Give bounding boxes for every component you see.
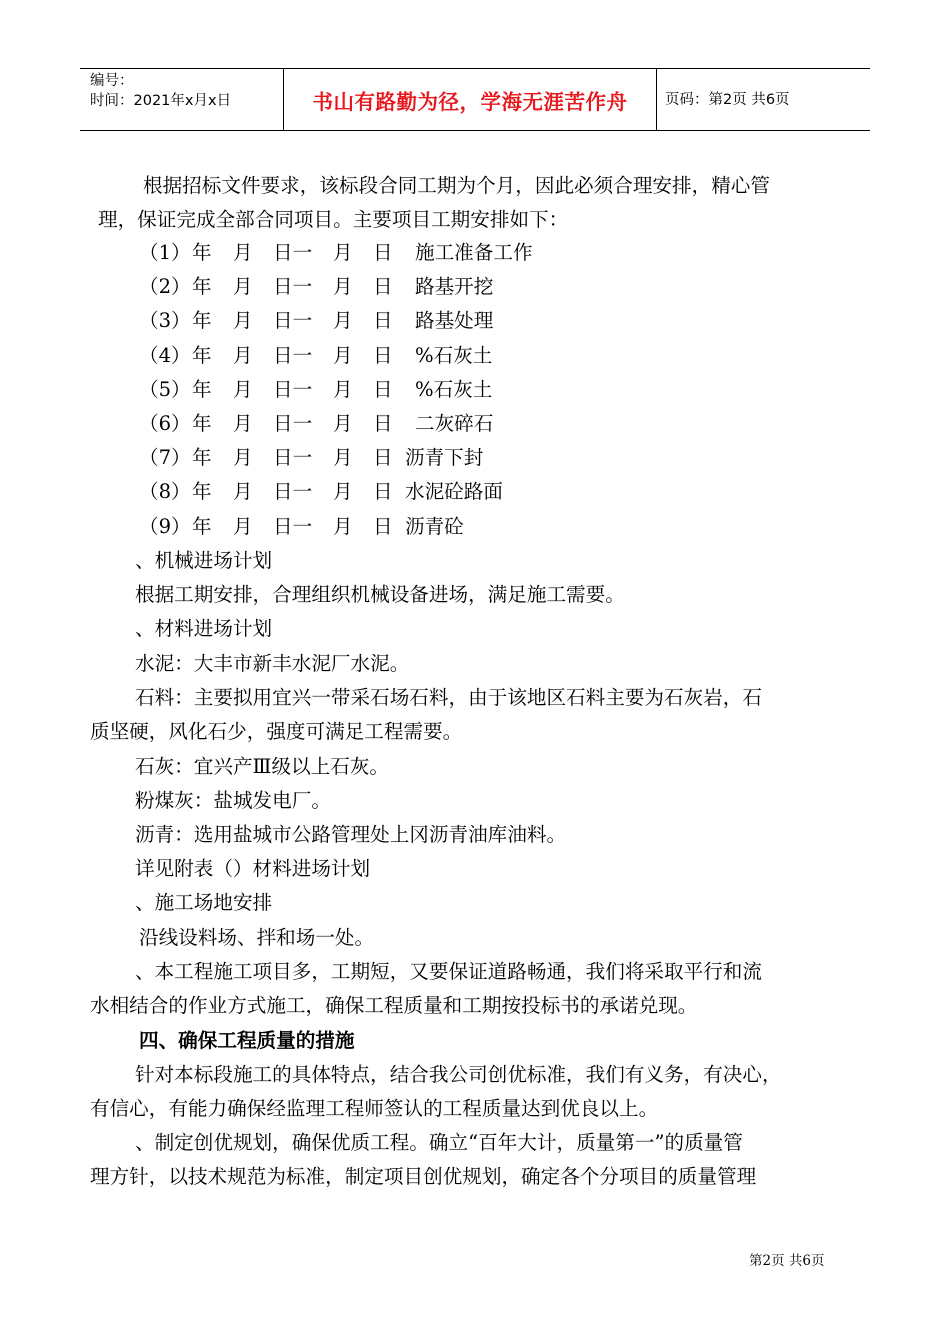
schedule-task: 沥青下封 bbox=[405, 446, 484, 470]
schedule-start-month: 月 bbox=[233, 309, 253, 333]
schedule-start-month: 月 bbox=[233, 343, 253, 367]
schedule-end-day: 日 bbox=[373, 275, 393, 299]
schedule-end-day: 日 bbox=[373, 412, 393, 435]
schedule-end-day: 日 bbox=[373, 514, 393, 538]
page-footer: 第2页 共6页 bbox=[749, 1253, 825, 1269]
schedule-year: 年 bbox=[192, 241, 212, 264]
schedule-end-month: 月 bbox=[333, 446, 353, 470]
schedule-end-month: 月 bbox=[333, 412, 353, 435]
schedule-year: 年 bbox=[192, 377, 212, 401]
paragraph-line: 详见附表（）材料进场计划 bbox=[135, 857, 371, 880]
paragraph-line: 有信心，有能力确保经监理工程师签认的工程质量达到优良以上。 bbox=[90, 1097, 659, 1120]
paragraph-line: 粉煤灰：盐城发电厂。 bbox=[135, 789, 331, 812]
section-4-heading: 四、确保工程质量的措施 bbox=[139, 1029, 355, 1052]
header-page-cell bbox=[656, 69, 870, 130]
schedule-year: 年 bbox=[192, 275, 212, 299]
paragraph-line: 、制定创优规划，确保优质工程。确立“百年大计，质量第一”的质量管 bbox=[135, 1131, 743, 1154]
section-heading: 、材料进场计划 bbox=[135, 617, 273, 640]
schedule-start-month: 月 bbox=[233, 446, 253, 470]
schedule-number: （8） bbox=[139, 480, 191, 504]
paragraph-line: 理方针，以技术规范为标准，制定项目创优规划，确定各个分项目的质量管理 bbox=[90, 1165, 757, 1188]
header-page-info: 页码：第2页 共6页 bbox=[665, 91, 790, 108]
schedule-end-day: 日 bbox=[373, 377, 393, 401]
schedule-start-day: 日一 bbox=[273, 309, 313, 333]
paragraph-line: 水相结合的作业方式施工，确保工程质量和工期按投标书的承诺兑现。 bbox=[90, 994, 698, 1017]
schedule-task: 路基处理 bbox=[415, 309, 494, 333]
schedule-start-month: 月 bbox=[233, 412, 253, 435]
section-heading: 、施工场地安排 bbox=[135, 891, 273, 914]
schedule-end-month: 月 bbox=[333, 343, 353, 367]
schedule-task: %石灰土 bbox=[415, 343, 493, 367]
document-date-label: 时间：2021年x月x日 bbox=[90, 93, 232, 109]
schedule-start-month: 月 bbox=[233, 377, 253, 401]
schedule-start-day: 日一 bbox=[273, 412, 313, 435]
schedule-year: 年 bbox=[192, 514, 212, 538]
schedule-task: 施工准备工作 bbox=[415, 241, 533, 264]
schedule-end-month: 月 bbox=[333, 275, 353, 299]
schedule-end-day: 日 bbox=[373, 480, 393, 504]
schedule-start-day: 日一 bbox=[273, 514, 313, 538]
schedule-number: （1） bbox=[139, 241, 191, 264]
schedule-number: （3） bbox=[139, 309, 191, 333]
paragraph-line: 、本工程施工项目多，工期短，又要保证道路畅通，我们将采取平行和流 bbox=[135, 960, 762, 983]
schedule-year: 年 bbox=[192, 412, 212, 435]
schedule-number: （9） bbox=[139, 514, 191, 538]
paragraph-line: 根据工期安排，合理组织机械设备进场，满足施工需要。 bbox=[135, 583, 625, 606]
schedule-end-month: 月 bbox=[333, 480, 353, 504]
paragraph-line: 石料：主要拟用宜兴一带采石场石料，由于该地区石料主要为石灰岩，石 bbox=[135, 686, 762, 709]
paragraph-line: 石灰：宜兴产Ⅲ级以上石灰。 bbox=[135, 755, 390, 778]
schedule-task: 二灰碎石 bbox=[415, 412, 494, 435]
schedule-end-day: 日 bbox=[373, 309, 393, 333]
schedule-year: 年 bbox=[192, 309, 212, 333]
header-motto: 书山有路勤为径，学海无涯苦作舟 bbox=[312, 89, 628, 114]
schedule-start-day: 日一 bbox=[273, 241, 313, 264]
header-meta-cell bbox=[80, 69, 283, 130]
schedule-start-day: 日一 bbox=[273, 480, 313, 504]
schedule-end-day: 日 bbox=[373, 446, 393, 470]
paragraph-line: 沿线设料场、拌和场一处。 bbox=[139, 926, 375, 949]
paragraph-line: 针对本标段施工的具体特点，结合我公司创优标准，我们有义务，有决心， bbox=[135, 1063, 782, 1086]
schedule-start-month: 月 bbox=[233, 480, 253, 504]
schedule-start-day: 日一 bbox=[273, 343, 313, 367]
schedule-end-month: 月 bbox=[333, 241, 353, 264]
schedule-task: 沥青砼 bbox=[405, 514, 464, 538]
schedule-number: （2） bbox=[139, 275, 191, 299]
schedule-start-month: 月 bbox=[233, 514, 253, 538]
schedule-task: 水泥砼路面 bbox=[405, 480, 503, 504]
document-number-label: 编号： bbox=[90, 73, 134, 89]
section-heading: 、机械进场计划 bbox=[135, 549, 273, 572]
header-motto-cell bbox=[283, 69, 657, 130]
schedule-start-month: 月 bbox=[233, 241, 253, 264]
schedule-number: （7） bbox=[139, 446, 191, 470]
paragraph-line: 根据招标文件要求，该标段合同工期为个月，因此必须合理安排，精心管 bbox=[143, 174, 770, 197]
paragraph-line: 沥青：选用盐城市公路管理处上冈沥青油库油料。 bbox=[135, 823, 567, 846]
schedule-year: 年 bbox=[192, 446, 212, 470]
schedule-number: （5） bbox=[139, 377, 191, 401]
schedule-start-day: 日一 bbox=[273, 275, 313, 299]
schedule-year: 年 bbox=[192, 343, 212, 367]
page-header bbox=[80, 68, 870, 131]
schedule-end-day: 日 bbox=[373, 343, 393, 367]
schedule-end-month: 月 bbox=[333, 514, 353, 538]
schedule-start-day: 日一 bbox=[273, 446, 313, 470]
schedule-end-month: 月 bbox=[333, 309, 353, 333]
schedule-start-month: 月 bbox=[233, 275, 253, 299]
paragraph-line: 水泥：大丰市新丰水泥厂水泥。 bbox=[135, 652, 410, 675]
paragraph-line: 质坚硬，风化石少，强度可满足工程需要。 bbox=[90, 720, 463, 743]
schedule-task: 路基开挖 bbox=[415, 275, 494, 299]
schedule-number: （4） bbox=[139, 343, 191, 367]
schedule-task: %石灰土 bbox=[415, 377, 493, 401]
paragraph-line: 理，保证完成全部合同项目。主要项目工期安排如下： bbox=[98, 208, 569, 231]
schedule-end-month: 月 bbox=[333, 377, 353, 401]
schedule-number: （6） bbox=[139, 412, 191, 435]
schedule-year: 年 bbox=[192, 480, 212, 504]
schedule-end-day: 日 bbox=[373, 241, 393, 264]
schedule-start-day: 日一 bbox=[273, 377, 313, 401]
